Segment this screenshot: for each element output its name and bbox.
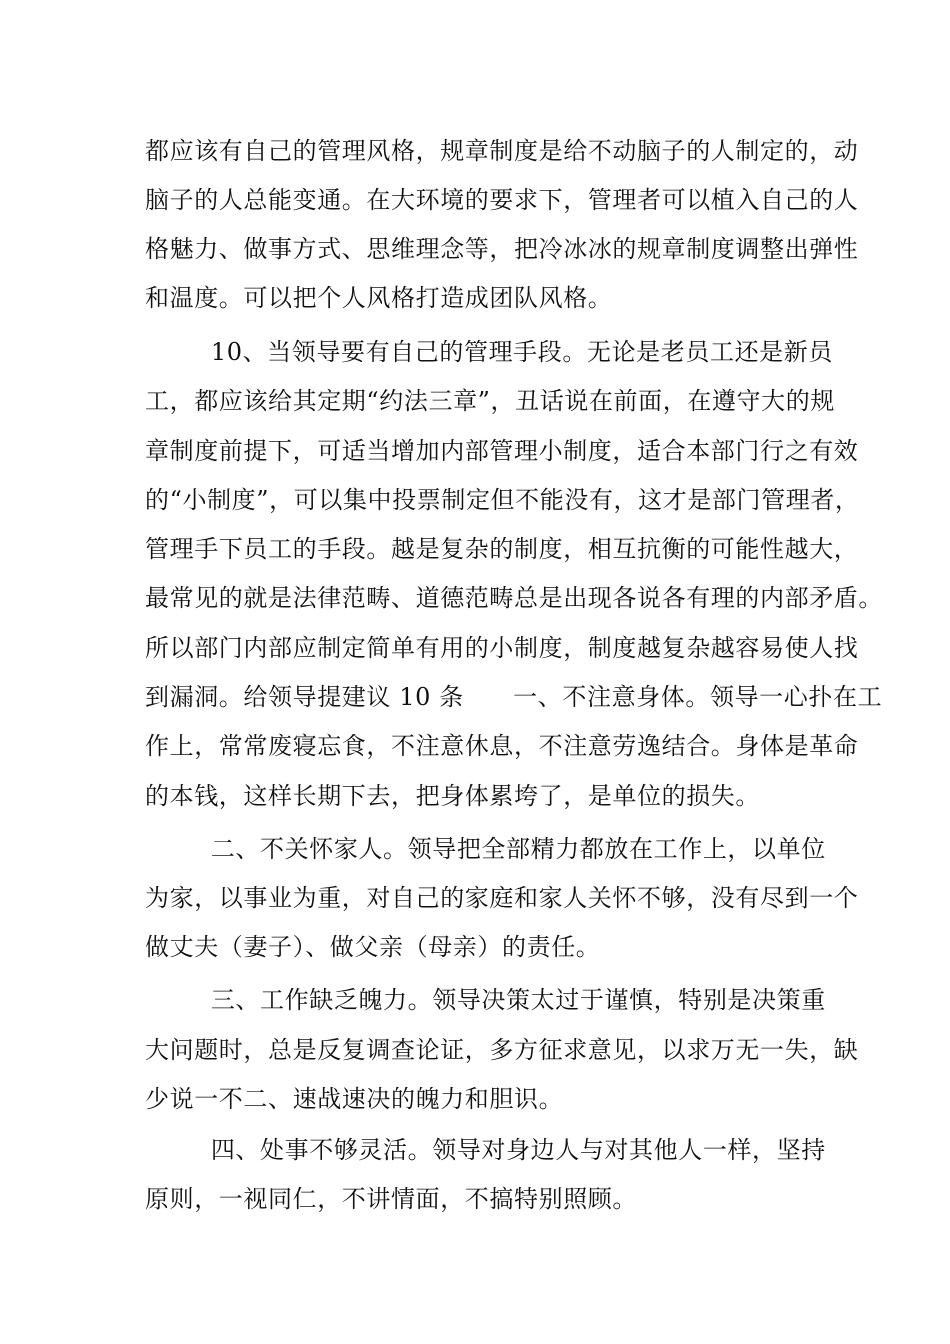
text-line: 管理手下员工的手段。越是复杂的制度，相互抗衡的可能性越大，	[145, 535, 859, 563]
text-line: 最常见的就是法律范畴、道德范畴总是出现各说各有理的内部矛盾。	[145, 584, 883, 612]
paragraph-start-line: 二、不关怀家人。领导把全部精力都放在工作上，以单位	[145, 835, 826, 863]
text-line: 脑子的人总能变通。在大环境的要求下，管理者可以植入自己的人	[145, 186, 859, 214]
text-line: 做丈夫（妻子）、做父亲（母亲）的责任。	[145, 933, 601, 961]
text-line: 到漏洞。给领导提建议 10 条 一、不注意身体。领导一心扑在工	[145, 683, 883, 711]
text-line: 和温度。可以把个人风格打造成团队风格。	[145, 284, 613, 312]
text-line: 所以部门内部应制定简单有用的小制度，制度越复杂越容易使人找	[145, 634, 859, 662]
paragraph-start-line: 三、工作缺乏魄力。领导决策太过于谨慎，特别是决策重	[145, 986, 826, 1014]
text-line: 章制度前提下，可适当增加内部管理小制度，适合本部门行之有效	[145, 437, 859, 465]
text-line: 的“小制度”，可以集中投票制定但不能没有，这才是部门管理者，	[145, 486, 860, 514]
paragraph-start-line: 四、处事不够灵活。领导对身边人与对其他人一样，坚持	[145, 1136, 826, 1164]
text-line: 格魅力、做事方式、思维理念等，把冷冰冰的规章制度调整出弹性	[145, 235, 859, 263]
text-line: 的本钱，这样长期下去，把身体累垮了，是单位的损失。	[145, 782, 760, 810]
text-line: 原则，一视同仁，不讲情面，不搞特别照顾。	[145, 1185, 637, 1213]
text-line: 大问题时，总是反复调查论证，多方征求意见，以求万无一失，缺	[145, 1036, 859, 1064]
text-line: 为家，以事业为重，对自己的家庭和家人关怀不够，没有尽到一个	[145, 884, 859, 912]
text-line: 少说一不二、速战速决的魄力和胆识。	[145, 1085, 564, 1113]
text-line: 都应该有自己的管理风格，规章制度是给不动脑子的人制定的，动	[145, 137, 859, 165]
text-line: 工，都应该给其定期“约法三章”，丑话说在前面，在遵守大的规	[145, 387, 835, 415]
paragraph-start-line: 10、当领导要有自己的管理手段。无论是老员工还是新员	[145, 338, 833, 366]
text-line: 作上，常常废寝忘食，不注意休息，不注意劳逸结合。身体是革命	[145, 732, 859, 760]
